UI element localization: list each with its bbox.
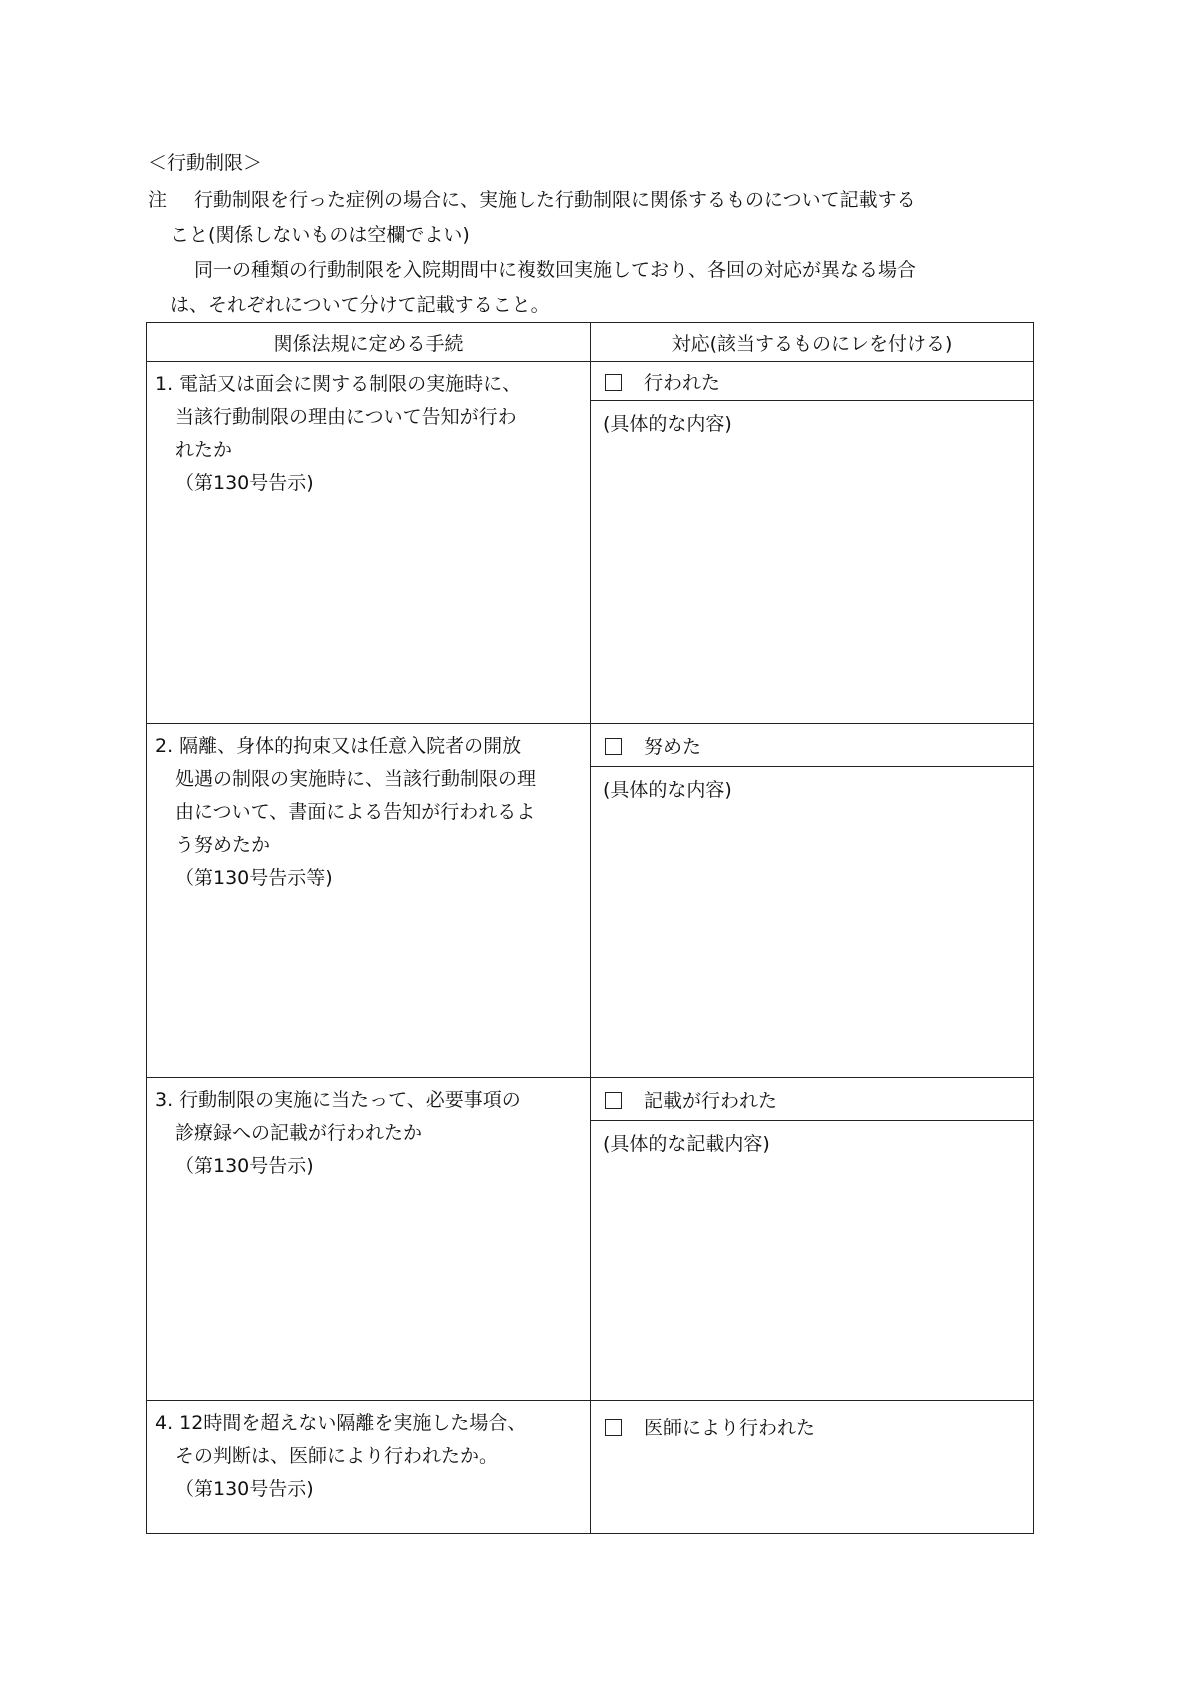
detail-label: (具体的な内容) bbox=[603, 779, 732, 801]
checkbox-label: 努めた bbox=[644, 735, 702, 758]
procedure-1 bbox=[147, 362, 591, 724]
detail-field-3[interactable] bbox=[591, 1121, 1034, 1401]
checkbox-icon[interactable] bbox=[605, 374, 622, 391]
checkbox-row-1[interactable] bbox=[591, 362, 1034, 401]
detail-label: (具体的な記載内容) bbox=[603, 1133, 770, 1156]
checkbox-icon[interactable] bbox=[605, 1419, 622, 1436]
procedure-text: 4. 12時間を超えない隔離を実施した場合、 bbox=[155, 1412, 527, 1434]
checkbox-label: 記載が行われた bbox=[644, 1089, 778, 1112]
header-procedure: 関係法規に定める手続 bbox=[147, 323, 591, 362]
procedure-text: その判断は、医師により行われたか。 bbox=[175, 1445, 499, 1467]
procedure-reference: （第130号告示) bbox=[175, 1155, 314, 1177]
checkbox-row-2[interactable] bbox=[591, 724, 1034, 767]
procedure-reference: （第130号告示等) bbox=[175, 867, 333, 889]
procedure-reference: （第130号告示) bbox=[175, 1478, 314, 1500]
procedure-text: 3. 行動制限の実施に当たって、必要事項の bbox=[155, 1089, 521, 1111]
detail-field-1[interactable] bbox=[591, 401, 1034, 724]
procedure-4 bbox=[147, 1401, 591, 1534]
procedure-text: 診療録への記載が行われたか bbox=[175, 1122, 423, 1144]
procedure-text: 処遇の制限の実施時に、当該行動制限の理 bbox=[175, 768, 537, 790]
note-label: 注 bbox=[148, 189, 168, 211]
procedure-text: 2. 隔離、身体的拘束又は任意入院者の開放 bbox=[155, 735, 522, 757]
procedure-text: 由について、書面による告知が行われるよ bbox=[175, 801, 536, 823]
procedure-text: う努めたか bbox=[175, 834, 271, 856]
section-title: ＜行動制限＞ bbox=[148, 152, 263, 174]
procedure-text: 1. 電話又は面会に関する制限の実施時に、 bbox=[155, 373, 522, 395]
procedure-text: 当該行動制限の理由について告知が行わ bbox=[175, 406, 517, 428]
checkbox-icon[interactable] bbox=[605, 1092, 622, 1109]
note-line: は、それぞれについて分けて記載すること。 bbox=[170, 294, 550, 316]
checkbox-icon[interactable] bbox=[605, 738, 622, 755]
procedure-2 bbox=[147, 724, 591, 1078]
detail-field-2[interactable] bbox=[591, 767, 1034, 1078]
detail-label: (具体的な内容) bbox=[603, 413, 732, 435]
checkbox-label: 医師により行われた bbox=[644, 1417, 816, 1439]
checkbox-label: 行われた bbox=[644, 371, 721, 394]
note-line: 同一の種類の行動制限を入院期間中に複数回実施しており、各回の対応が異なる場合 bbox=[194, 259, 917, 281]
procedure-text: れたか bbox=[175, 439, 233, 461]
header-response: 対応(該当するものにレを付ける) bbox=[591, 323, 1034, 362]
note-line: こと(関係しないものは空欄でよい) bbox=[170, 224, 470, 246]
checkbox-row-3[interactable] bbox=[591, 1078, 1034, 1121]
checkbox-row-4[interactable] bbox=[591, 1401, 1034, 1534]
procedure-reference: （第130号告示) bbox=[175, 472, 314, 494]
procedure-table bbox=[146, 322, 1034, 1534]
note-line: 行動制限を行った症例の場合に、実施した行動制限に関係するものについて記載する bbox=[194, 189, 916, 211]
procedure-3 bbox=[147, 1078, 591, 1401]
